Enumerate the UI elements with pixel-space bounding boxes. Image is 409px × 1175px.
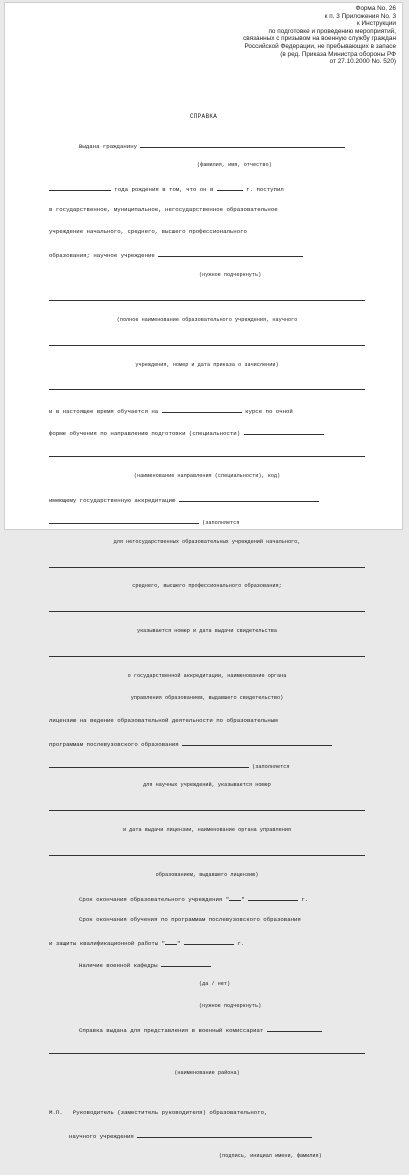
commissariat-field <box>267 1025 322 1032</box>
hint: (да / нет) <box>199 981 231 988</box>
hint: (подпись, инициал имени, фамилия) <box>219 1153 322 1160</box>
blank-line <box>49 450 365 457</box>
course-field <box>162 406 242 413</box>
license-field <box>182 739 332 746</box>
defense-date-field <box>184 938 234 945</box>
admission-year-field <box>217 184 243 191</box>
document-title: СПРАВКА <box>189 113 218 120</box>
hint: (фамилия, имя, отчество) <box>197 162 272 169</box>
hint: (наименование района) <box>174 1070 240 1076</box>
blank-line <box>49 804 365 811</box>
specialty-field <box>244 428 324 435</box>
accreditation-field <box>179 495 319 502</box>
blank-line <box>49 605 365 612</box>
blank-line <box>49 294 365 301</box>
blank-line <box>49 561 365 568</box>
birth-year-field <box>49 184 111 191</box>
hint: (заполняется <box>49 517 365 524</box>
text-line: образования; научное учреждение <box>49 250 365 257</box>
hint: учреждения, номер и дата приказа о зачислении) <box>135 361 279 368</box>
text-line: М.П. Руководитель (заместитель руководителя) образовательного, <box>49 1109 268 1117</box>
hint: образованием, выдавшего лицензию) <box>155 871 259 878</box>
header-line: к п. 3 Приложения No. 3 <box>324 12 396 20</box>
header-line: Форма No. 26 <box>355 5 396 12</box>
blank-line <box>49 650 365 657</box>
text-line: имеющему государственную аккредитацию <box>49 495 365 502</box>
text-line: в государственное, муниципальное, негосударственное образовательное <box>49 206 278 214</box>
hint: среднего, высшего профессионального образования; <box>132 583 282 590</box>
text-line: Срок окончания обучения по программам послевузовского образования <box>79 915 301 923</box>
form-header <box>176 5 396 66</box>
text-line: года рождения в том, что он в г. поступил <box>49 184 365 191</box>
blank-line <box>49 383 365 390</box>
certificate-body <box>49 126 365 1175</box>
blank-line <box>49 1047 365 1054</box>
hint: о государственной аккредитации, наименование органа <box>127 672 287 679</box>
header-line: связанных с призывом на военную службу граждан <box>243 35 396 43</box>
hint: (полное наименование образовательного учреждения, научного <box>116 316 298 323</box>
signature-field <box>137 1131 312 1138</box>
document-page <box>5 3 402 1160</box>
header-line: от 27.10.2000 No. 520) <box>329 58 396 66</box>
blank-line <box>49 339 365 346</box>
hint: (нужное подчеркнуть) <box>199 1003 262 1010</box>
hint: (наименование направления (специальности), код) <box>133 472 281 479</box>
text-line: учреждение начального, среднего, высшего профессионального <box>49 228 247 236</box>
header-line: Российской Федерации, не пребывающих в запасе <box>244 42 396 50</box>
header-line: (в ред. Приказа Министра обороны РФ <box>280 50 396 58</box>
military-dept-field <box>161 960 211 967</box>
text-line: Справка выдана для представления в военный комиссариат <box>49 1025 365 1032</box>
text-line: научного учреждения <box>49 1131 365 1138</box>
text-line: лицензию на ведение образовательной деятельности по образовательным <box>49 716 278 724</box>
institution-field <box>158 250 303 257</box>
hint: (нужное подчеркнуть) <box>199 271 262 278</box>
text-line: программам послевузовского образования <box>49 739 365 746</box>
hint: для негосударственных образовательных учреждений начального, <box>113 538 301 545</box>
blank-line <box>49 849 365 856</box>
hint: (заполняется <box>49 761 365 768</box>
hint: и дата выдачи лицензии, наименование органа управления <box>122 827 292 834</box>
hint: указывается номер и дата выдачи свидетельства <box>136 628 278 635</box>
end-date-field <box>248 894 298 901</box>
hint: для научных учреждений, указывается номер <box>143 782 271 789</box>
text-line: и защиты квалификационной работы " " г. <box>49 939 245 947</box>
text-line: форме обучения по направлению подготовки (специальности) <box>49 428 365 435</box>
header-line: по подготовке и проведению мероприятий, <box>268 27 396 35</box>
text-line: Наличие военной кафедры <box>49 960 365 967</box>
hint: управления образованием, выдавшего свидетельство) <box>130 694 284 701</box>
text-line: Выдана гражданину <box>49 141 365 148</box>
name-field <box>140 141 345 148</box>
text-line: и в настоящее время обучается на курсе по очной <box>49 408 293 416</box>
header-line: к Инструкции <box>356 20 396 28</box>
text-line: Срок окончания образовательного учреждения " " г. <box>79 895 309 903</box>
